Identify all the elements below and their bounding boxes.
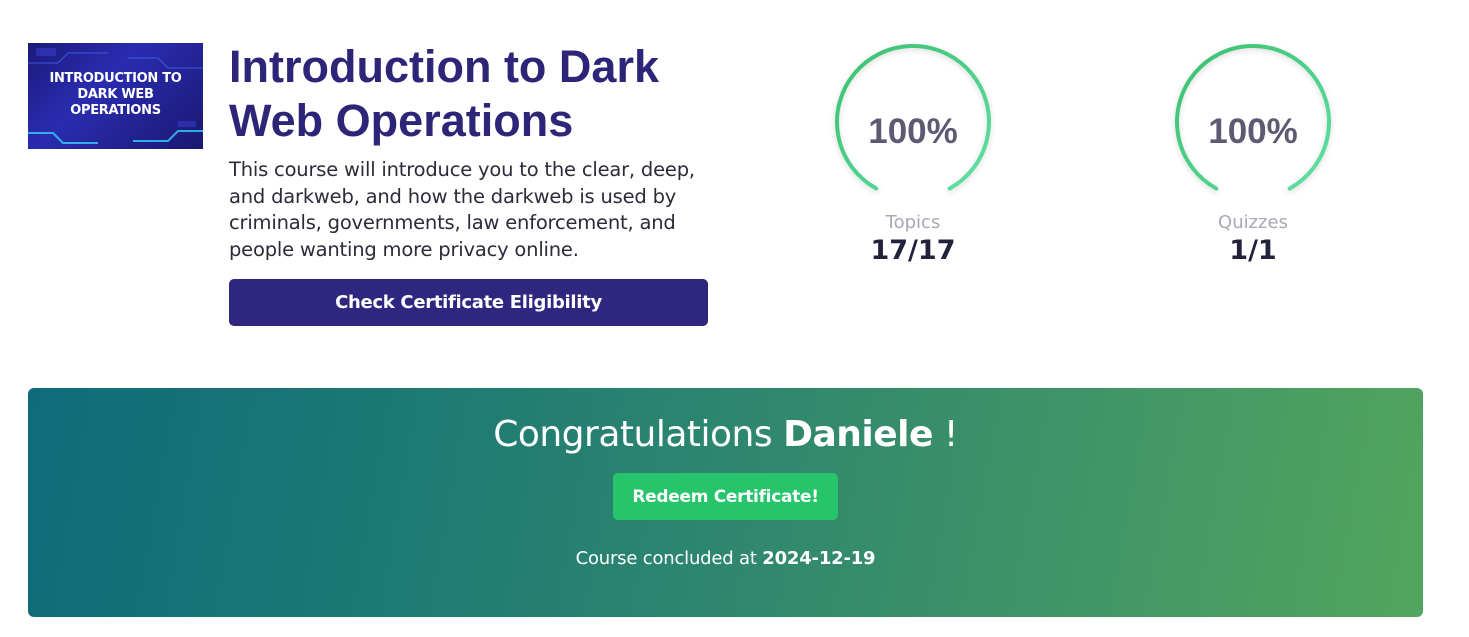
course-concluded bbox=[28, 548, 1423, 569]
quizzes-count: 1/1 bbox=[1229, 235, 1277, 266]
quizzes-percent: 100% bbox=[1208, 112, 1298, 151]
congrats-prefix: Congratulations bbox=[493, 414, 773, 455]
topics-progress bbox=[828, 42, 998, 266]
quizzes-progress bbox=[1168, 42, 1338, 266]
thumbnail-line-3: OPERATIONS bbox=[70, 103, 161, 118]
check-certificate-eligibility-button[interactable]: Check Certificate Eligibility bbox=[229, 279, 708, 326]
course-title: Introduction to Dark Web Operations bbox=[229, 41, 659, 146]
course-thumbnail bbox=[28, 43, 203, 149]
quizzes-label: Quizzes bbox=[1218, 212, 1288, 233]
topics-label: Topics bbox=[885, 212, 941, 233]
course-description: This course will introduce you to the clear, deep, and darkweb, and how the darkweb is used by criminals, governments, law enforcement, and people wanting more privacy online. bbox=[229, 158, 695, 261]
concluded-date: 2024-12-19 bbox=[762, 548, 876, 569]
congratulations-heading bbox=[28, 414, 1423, 455]
thumbnail-line-2: DARK WEB bbox=[77, 87, 154, 102]
user-name: Daniele bbox=[783, 414, 933, 455]
topics-count: 17/17 bbox=[870, 235, 956, 266]
thumbnail-line-1: INTRODUCTION TO bbox=[49, 71, 182, 86]
topics-percent: 100% bbox=[868, 112, 958, 151]
congrats-suffix: ! bbox=[943, 414, 958, 455]
completion-banner bbox=[28, 388, 1423, 617]
redeem-certificate-button[interactable]: Redeem Certificate! bbox=[613, 473, 838, 520]
concluded-prefix: Course concluded at bbox=[575, 548, 757, 569]
